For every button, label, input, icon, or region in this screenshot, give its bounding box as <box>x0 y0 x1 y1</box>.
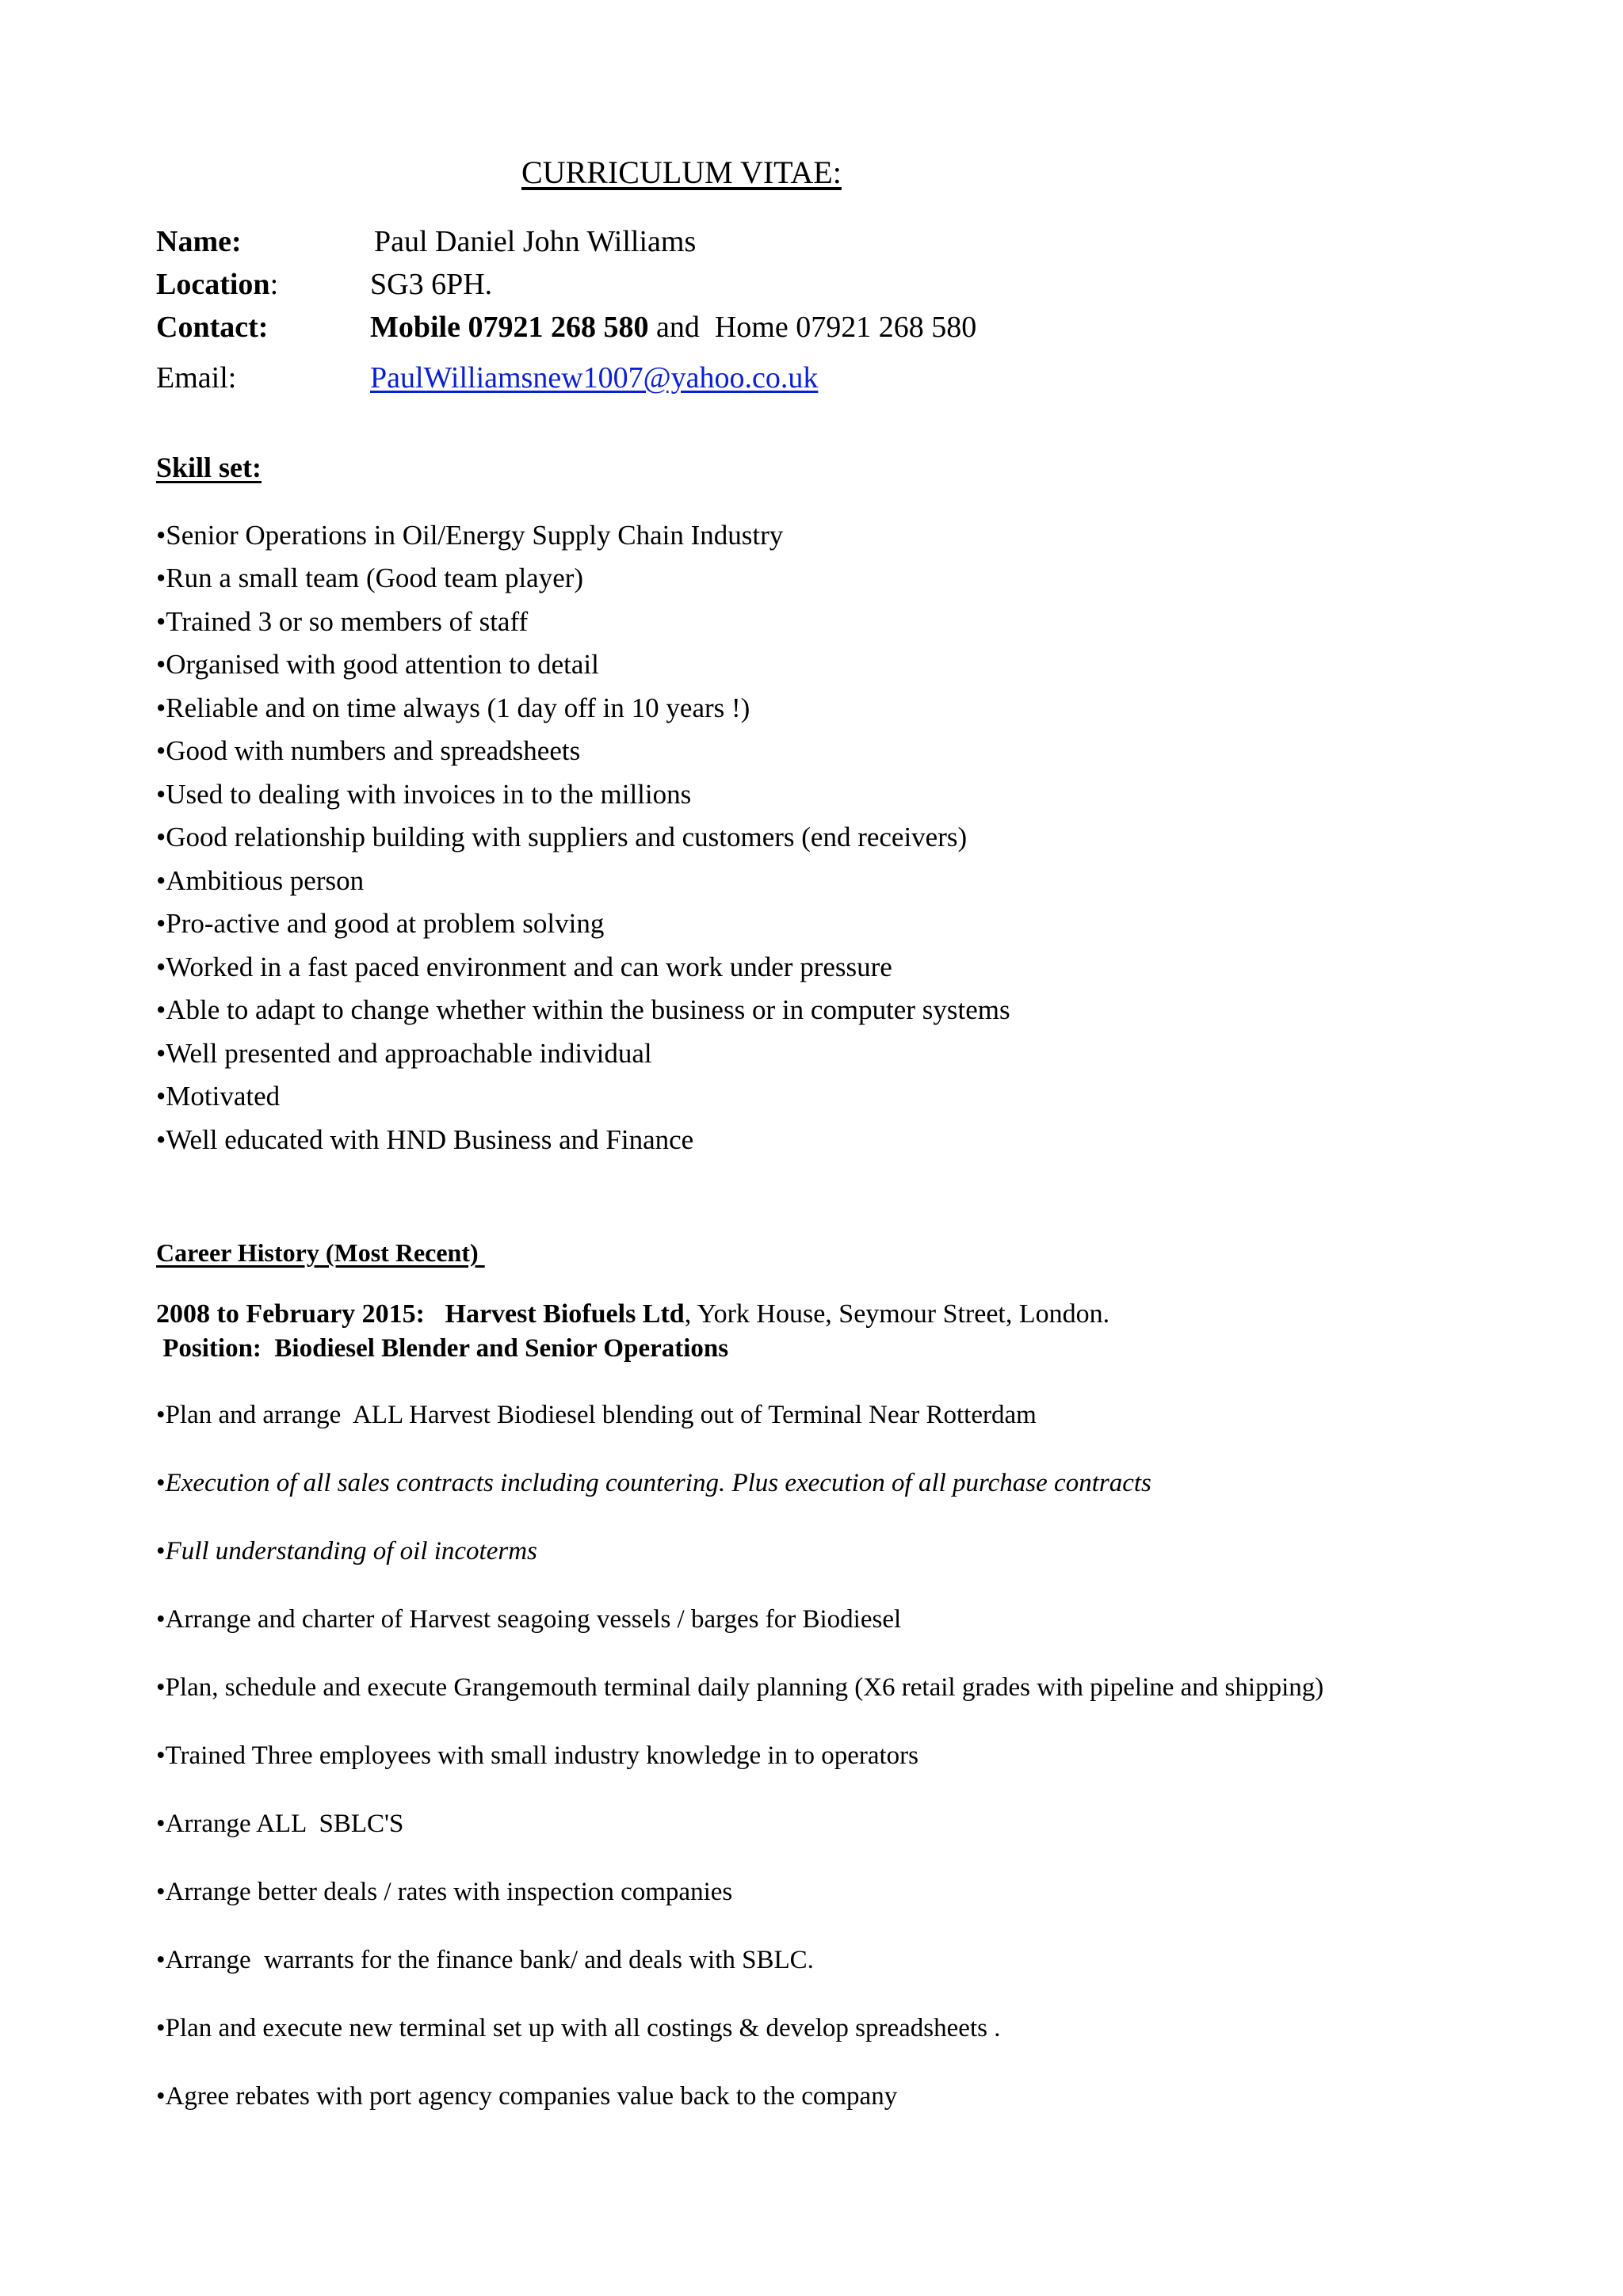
name-label: Name: <box>156 225 242 258</box>
contact-home: and Home 07921 268 580 <box>648 311 977 344</box>
career-item: •Execution of all sales contracts including countering. Plus execution of all purchase contracts <box>156 1469 1151 1497</box>
career-item: •Agree rebates with port agency companies value back to the company <box>156 2082 898 2111</box>
location-value: SG3 6PH. <box>370 268 493 301</box>
bullet-icon: • <box>156 908 166 939</box>
bullet-icon: • <box>156 1878 166 1906</box>
bullet-icon: • <box>156 2014 166 2042</box>
email-link[interactable]: PaulWilliamsnew1007@yahoo.co.uk <box>370 361 819 395</box>
career-item: •Plan and execute new terminal set up with all costings & develop spreadsheets . <box>156 2014 1001 2042</box>
skills-heading: Skill set: <box>156 452 262 483</box>
bullet-icon: • <box>156 563 166 593</box>
career-item: •Arrange ALL SBLC'S <box>156 1810 404 1838</box>
career-item: •Arrange warrants for the finance bank/ and deals with SBLC. <box>156 1946 814 1974</box>
skill-item: •Trained 3 or so members of staff <box>156 606 529 637</box>
skill-item: •Good relationship building with suppliers and customers (end receivers) <box>156 822 968 852</box>
document-title: CURRICULUM VITAE: <box>521 154 842 190</box>
career-item: •Arrange and charter of Harvest seagoing vessels / barges for Biodiesel <box>156 1605 902 1634</box>
bullet-icon: • <box>156 865 166 896</box>
job-dates-employer: 2008 to February 2015: Harvest Biofuels Ltd <box>156 1299 685 1329</box>
bullet-icon: • <box>156 1605 166 1634</box>
contact-label: Contact: <box>156 311 269 344</box>
bullet-icon: • <box>156 2082 166 2111</box>
bullet-icon: • <box>156 1038 166 1069</box>
skill-item: •Able to adapt to change whether within the business or in computer systems <box>156 994 1010 1025</box>
bullet-icon: • <box>156 1946 166 1974</box>
email-label: Email: <box>156 361 237 395</box>
skill-item: •Well presented and approachable individual <box>156 1038 652 1069</box>
career-item: •Plan and arrange ALL Harvest Biodiesel blending out of Terminal Near Rotterdam <box>156 1401 1037 1429</box>
bullet-icon: • <box>156 952 166 982</box>
skill-item: •Run a small team (Good team player) <box>156 563 584 593</box>
bullet-icon: • <box>156 822 166 852</box>
location-colon: : <box>269 268 279 301</box>
bullet-icon: • <box>156 649 166 680</box>
name-value: Paul Daniel John Williams <box>374 225 697 258</box>
location-label-row <box>156 269 278 299</box>
bullet-icon: • <box>156 1537 166 1566</box>
bullet-icon: • <box>156 735 166 766</box>
job-header <box>156 1301 1109 1328</box>
skill-item: •Well educated with HND Business and Finance <box>156 1124 694 1155</box>
bullet-icon: • <box>156 994 166 1025</box>
skill-item: •Senior Operations in Oil/Energy Supply Chain Industry <box>156 520 784 551</box>
skill-item: •Organised with good attention to detail <box>156 649 599 680</box>
bullet-icon: • <box>156 1469 166 1497</box>
skill-item: •Worked in a fast paced environment and can work under pressure <box>156 952 892 982</box>
career-heading: Career History (Most Recent) <box>156 1238 485 1267</box>
career-item: •Arrange better deals / rates with inspection companies <box>156 1878 733 1906</box>
bullet-icon: • <box>156 1124 166 1155</box>
job-position: Position: Biodiesel Blender and Senior Operations <box>156 1334 729 1363</box>
contact-value <box>370 312 976 342</box>
skill-item: •Reliable and on time always (1 day off in 10 years !) <box>156 692 750 723</box>
bullet-icon: • <box>156 692 166 723</box>
skill-item: •Pro-active and good at problem solving <box>156 908 605 939</box>
skill-item: •Used to dealing with invoices in to the millions <box>156 779 692 810</box>
bullet-icon: • <box>156 1673 166 1702</box>
skill-item: •Good with numbers and spreadsheets <box>156 735 581 766</box>
bullet-icon: • <box>156 520 166 551</box>
bullet-icon: • <box>156 1810 166 1838</box>
job-address: , York House, Seymour Street, London. <box>684 1299 1110 1329</box>
bullet-icon: • <box>156 606 166 637</box>
career-item: •Full understanding of oil incoterms <box>156 1537 537 1566</box>
skill-item: •Ambitious person <box>156 865 365 896</box>
bullet-icon: • <box>156 1401 166 1429</box>
bullet-icon: • <box>156 1741 166 1770</box>
location-label: Location <box>156 268 270 301</box>
contact-mobile: Mobile 07921 268 580 <box>370 311 649 344</box>
career-item: •Plan, schedule and execute Grangemouth terminal daily planning (X6 retail grades with pipeline and shipping) <box>156 1673 1324 1702</box>
email-value[interactable] <box>370 363 818 393</box>
bullet-icon: • <box>156 1081 166 1112</box>
bullet-icon: • <box>156 779 166 810</box>
career-item: •Trained Three employees with small industry knowledge in to operators <box>156 1741 918 1770</box>
skill-item: •Motivated <box>156 1081 281 1112</box>
